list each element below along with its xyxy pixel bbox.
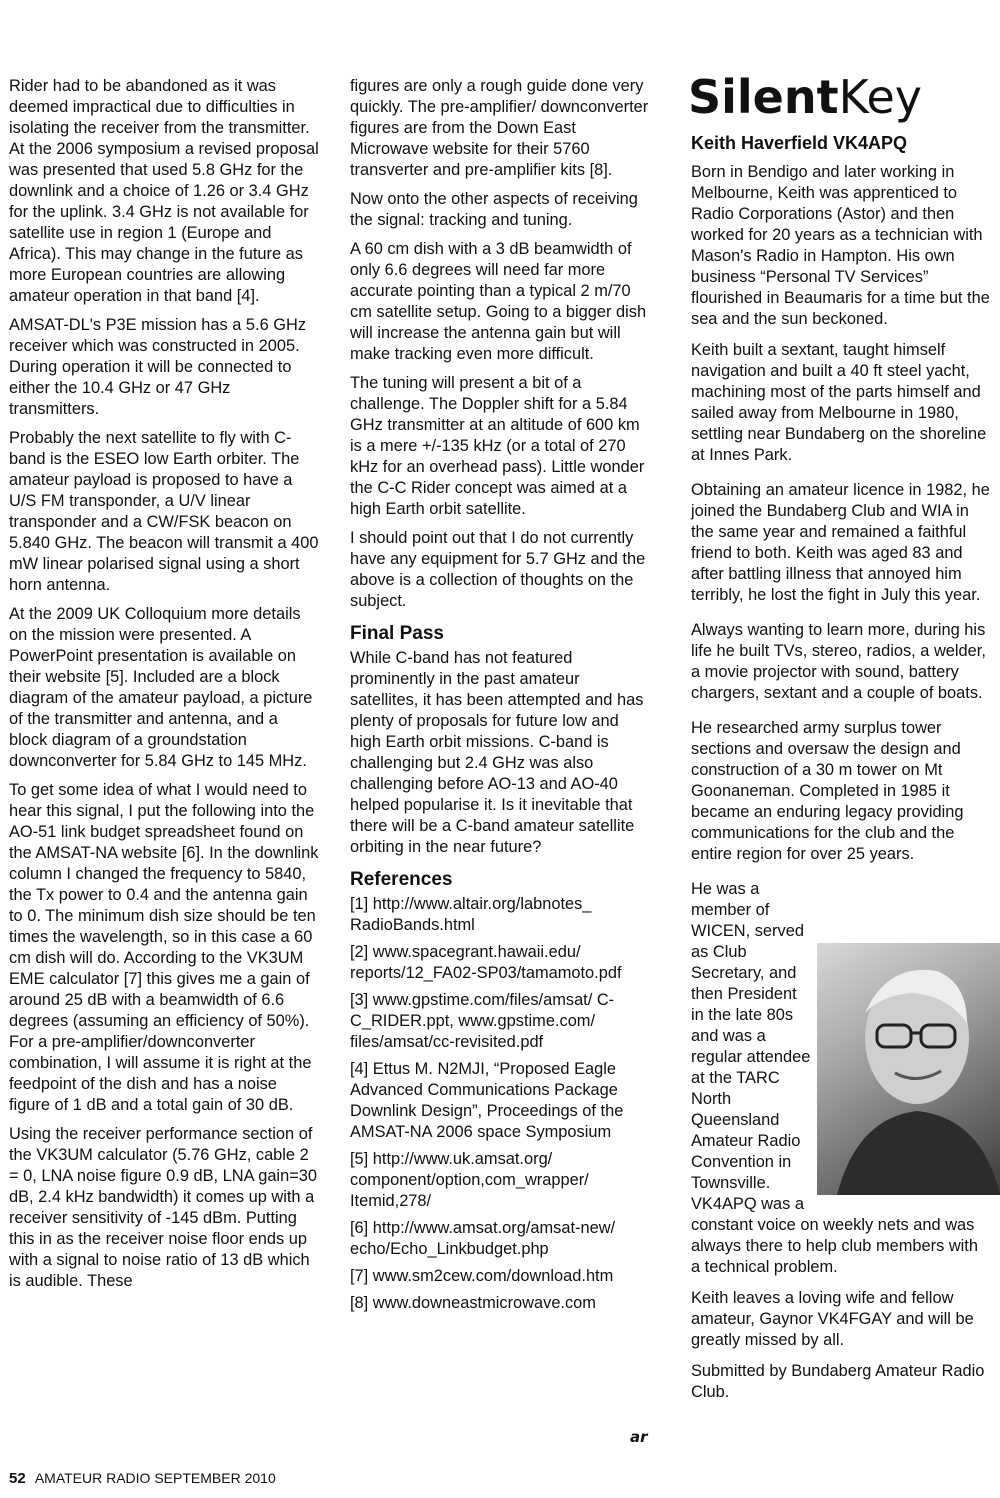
silent-key-paragraph: Obtaining an amateur licence in 1982, he joined the Bundaberg Club and WIA in the same year and remained a faithful friend to both. Keith was aged 83 and after battling illness that annoyed him terribly, he lost the fight in July this year. [691, 481, 990, 604]
silent-key-paragraph-with-photo [691, 879, 991, 1278]
reference-item: [6] http://www.amsat.org/amsat-new/ echo/Echo_Linkbudget.php [350, 1219, 616, 1258]
silent-key-title [688, 72, 922, 122]
body-paragraph: Now onto the other aspects of receiving the signal: tracking and tuning. [350, 190, 638, 229]
reference-item: [5] http://www.uk.amsat.org/ component/option,com_wrapper/ Itemid,278/ [350, 1150, 589, 1210]
silent-key-paragraph: He researched army surplus tower sections and oversaw the design and construction of a 30 m tower on Mt Goonaneman. Completed in 1985 it became an enduring legacy providing communications for the club and the entire region for over 25 years. [691, 719, 964, 863]
publication-info: AMATEUR RADIO SEPTEMBER 2010 [34, 1470, 276, 1486]
reference-item: [3] www.gpstime.com/files/amsat/ C-C_RIDER.ppt, www.gpstime.com/ files/amsat/cc-revisited.pdf [350, 991, 615, 1051]
silent-key-title-bold: Silent [688, 70, 839, 124]
silent-key-paragraph: Always wanting to learn more, during his life he built TVs, stereo, radios, a welder, a movie projector with sound, battery chargers, sextant and a couple of boats. [691, 621, 986, 702]
reference-item: [1] http://www.altair.org/labnotes_ RadioBands.html [350, 895, 592, 934]
final-pass-paragraph: While C-band has not featured prominently in the past amateur satellites, it has been attempted and has plenty of proposals for future low and high Earth orbit missions. C-band is challenging but 2.4 GHz was also challenging before AO-13 and AO-40 helped popularise it. Is it inevitable that there will be a C-band amateur satellite orbiting in the near future? [350, 649, 644, 856]
silent-key-column [691, 132, 991, 1413]
article-column-1 [9, 76, 319, 1300]
body-paragraph: I should point out that I do not currently have any equipment for 5.7 GHz and the above is a collection of thoughts on the subject. [350, 529, 646, 610]
body-paragraph: At the 2009 UK Colloquium more details on the mission were presented. A PowerPoint presentation is available on their website [5]. Included are a block diagram of the amateur payload, a picture of the transmitter and antenna, and a block diagram of a groundstation downconverter for 5.84 GHz to 145 MHz. [9, 605, 313, 770]
body-paragraph: Using the receiver performance section of the VK3UM calculator (5.76 GHz, cable 2 = 0, LNA noise figure 0.9 dB, LNA gain=30 dB, 2.4 kHz bandwidth) it comes up with a receiver sensitivity of -145 dBm. Putting this in as the receiver noise floor ends up with a signal to noise ratio of 13 dB which is audible. These [9, 1125, 317, 1290]
page-footer [9, 1470, 276, 1487]
body-paragraph: AMSAT-DL's P3E mission has a 5.6 GHz receiver which was constructed in 2005. During operation it will be connected to either the 10.4 GHz or 47 GHz transmitters. [9, 316, 307, 418]
reference-item: [2] www.spacegrant.hawaii.edu/ reports/12_FA02-SP03/tamamoto.pdf [350, 943, 622, 982]
reference-item: [7] www.sm2cew.com/download.htm [350, 1267, 614, 1285]
references-list [350, 894, 650, 1314]
body-paragraph: A 60 cm dish with a 3 dB beamwidth of only 6.6 degrees will need far more accurate pointing than a typical 2 m/70 cm satellite setup. Going to a bigger dish will increase the antenna gain but will make tracking even more difficult. [350, 240, 647, 363]
silent-key-paragraph: Keith built a sextant, taught himself navigation and built a 40 ft steel yacht, machining most of the parts himself and sailed away from Melbourne in 1980, settling near Bundaberg on the shoreline at Innes Park. [691, 341, 987, 464]
silent-key-title-light: Key [838, 70, 923, 124]
article-column-2 [350, 76, 650, 1320]
body-paragraph: figures are only a rough guide done very quickly. The pre-amplifier/ downconverter figures are from the Down East Microwave website for their 5760 transverter and pre-amplifier kits [8]. [350, 77, 649, 179]
references-heading: References [350, 869, 453, 890]
portrait-photo [817, 943, 1000, 1195]
end-of-article-mark: ar [630, 1428, 648, 1446]
body-paragraph: The tuning will present a bit of a challenge. The Doppler shift for a 5.84 GHz transmitter at an altitude of 600 km is a mere +/-135 kHz (or a total of 270 kHz for an overhead pass). Little wonder the C-C Rider concept was aimed at a high Earth orbit satellite. [350, 374, 645, 518]
portrait-shoulders [837, 1111, 1000, 1195]
silent-key-paragraph: Keith leaves a loving wife and fellow amateur, Gaynor VK4FGAY and will be greatly missed by all. [691, 1289, 974, 1349]
silent-key-paragraph: Born in Bendigo and later working in Melbourne, Keith was apprenticed to Radio Corporations (Astor) and then worked for 20 years as a technician with Mason's Radio in Hampton. His own business “Personal TV Services” flourished in Beaumaris for a time but the sea and the sun beckoned. [691, 163, 990, 328]
silent-key-paragraph: Submitted by Bundaberg Amateur Radio Club. [691, 1362, 985, 1401]
final-pass-heading: Final Pass [350, 623, 444, 644]
body-paragraph: To get some idea of what I would need to hear this signal, I put the following into the AO-51 link budget spreadsheet found on the AMSAT-NA website [6]. In the downlink column I changed the frequency to 5840, the Tx power to 0.4 and the antenna gain to 0. The minimum dish size should be ten times the wavelength, so in this case a 60 cm dish will do. According to the VK3UM EME calculator [7] this gives me a gain of around 25 dB with a beamwidth of 6.6 degrees (assuming an efficiency of 50%). For a pre-amplifier/downconverter combination, I will assume it is right at the feedpoint of the dish and has a noise figure of 1 dB and a total gain of 30 dB. [9, 781, 319, 1114]
reference-item: [8] www.downeastmicrowave.com [350, 1294, 596, 1312]
body-paragraph: Rider had to be abandoned as it was deemed impractical due to difficulties in isolating the receiver from the transmitter. At the 2006 symposium a revised proposal was presented that used 5.8 GHz for the downlink and a choice of 1.26 or 3.4 GHz for the uplink. 3.4 GHz is not available for satellite use in region 1 (Europe and Africa). This may change in the future as more European countries are allowing amateur operation in that band [4]. [9, 77, 319, 305]
silent-key-paragraph-text: He was a member of WICEN, served as Club Secretary, and then President in the late 80s and was a regular attendee at the TARC North Queensland Amateur Radio Convention in Townsville. VK4APQ was a constant voice on weekly nets and was always there to help club members with a technical problem. [691, 880, 978, 1276]
page-number: 52 [9, 1470, 26, 1487]
silent-key-name: Keith Haverfield VK4APQ [691, 133, 908, 153]
body-paragraph: Probably the next satellite to fly with C-band is the ESEO low Earth orbiter. The amateur payload is proposed to have a U/S FM transponder, a U/V linear transponder and a CW/FSK beacon on 5.840 GHz. The beacon will transmit a 400 mW linear polarised signal using a short horn antenna. [9, 429, 319, 594]
portrait-illustration [817, 943, 1000, 1195]
reference-item: [4] Ettus M. N2MJI, “Proposed Eagle Advanced Communications Package Downlink Design”, Proceedings of the AMSAT-NA 2006 space Symposium [350, 1060, 624, 1141]
